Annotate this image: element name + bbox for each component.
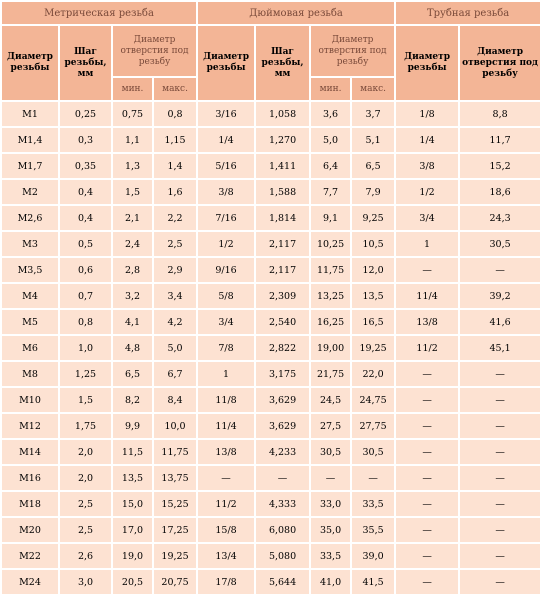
metric-diameter-cell: M22 — [2, 544, 58, 568]
metric-hole-max-cell: 2,2 — [154, 206, 196, 230]
table-row — [2, 492, 540, 516]
inch-pitch-cell: 2,540 — [256, 310, 309, 334]
inch-hole-min-cell: 7,7 — [311, 180, 350, 204]
inch-diameter-cell: 5/16 — [198, 154, 254, 178]
pipe-hole-cell: 45,1 — [460, 336, 540, 360]
metric-pitch-cell: 1,5 — [60, 388, 111, 412]
metric-hole-min-cell: 17,0 — [113, 518, 152, 542]
pipe-diameter-cell: — — [396, 492, 458, 516]
inch-hole-max-cell: 35,5 — [352, 518, 394, 542]
metric-pitch-cell: 1,25 — [60, 362, 111, 386]
inch-hole-max-cell: 39,0 — [352, 544, 394, 568]
inch-hole-min-cell: 9,1 — [311, 206, 350, 230]
pipe-diameter-cell: 11/4 — [396, 284, 458, 308]
pipe-hole-cell: — — [460, 492, 540, 516]
inch-diameter-cell: 11/8 — [198, 388, 254, 412]
inch-diameter-cell: 7/8 — [198, 336, 254, 360]
inch-diameter-cell: 1/4 — [198, 128, 254, 152]
inch-pitch-header: Шаг резьбы, мм — [256, 26, 309, 100]
metric-diameter-cell: M2,6 — [2, 206, 58, 230]
inch-hole-max-cell: 6,5 — [352, 154, 394, 178]
metric-hole-max-cell: 1,6 — [154, 180, 196, 204]
inch-hole-header: Диаметр отверстия под резьбу — [311, 26, 394, 76]
pipe-diameter-cell: 1/2 — [396, 180, 458, 204]
pipe-hole-cell: — — [460, 440, 540, 464]
table-row — [2, 466, 540, 490]
inch-diameter-cell: 1 — [198, 362, 254, 386]
pipe-hole-cell: — — [460, 466, 540, 490]
inch-pitch-cell: 2,822 — [256, 336, 309, 360]
inch-diameter-cell: 7/16 — [198, 206, 254, 230]
inch-diameter-header: Диаметр резьбы — [198, 26, 254, 100]
inch-pitch-cell: 4,233 — [256, 440, 309, 464]
inch-diameter-cell: 11/4 — [198, 414, 254, 438]
inch-group-header: Дюймовая резьба — [198, 2, 394, 24]
pipe-hole-cell: — — [460, 258, 540, 282]
pipe-diameter-cell: 3/8 — [396, 154, 458, 178]
pipe-diameter-header: Диаметр резьбы — [396, 26, 458, 100]
metric-pitch-cell: 2,6 — [60, 544, 111, 568]
metric-pitch-cell: 0,3 — [60, 128, 111, 152]
table-row — [2, 388, 540, 412]
pipe-diameter-cell: — — [396, 362, 458, 386]
metric-group-header: Метрическая резьба — [2, 2, 196, 24]
pipe-hole-cell: 15,2 — [460, 154, 540, 178]
metric-pitch-cell: 0,35 — [60, 154, 111, 178]
metric-hole-min-cell: 0,75 — [113, 102, 152, 126]
inch-pitch-cell: 4,333 — [256, 492, 309, 516]
pipe-hole-cell: — — [460, 388, 540, 412]
metric-diameter-cell: M4 — [2, 284, 58, 308]
inch-hole-max-cell: 10,5 — [352, 232, 394, 256]
inch-pitch-cell: 1,411 — [256, 154, 309, 178]
inch-pitch-cell: 2,309 — [256, 284, 309, 308]
pipe-diameter-cell: — — [396, 570, 458, 594]
inch-diameter-cell: 13/8 — [198, 440, 254, 464]
metric-hole-min-cell: 9,9 — [113, 414, 152, 438]
metric-diameter-cell: M1,7 — [2, 154, 58, 178]
metric-hole-min-cell: 20,5 — [113, 570, 152, 594]
table-row — [2, 206, 540, 230]
metric-pitch-cell: 2,0 — [60, 440, 111, 464]
metric-pitch-cell: 2,5 — [60, 492, 111, 516]
inch-hole-max-cell: 7,9 — [352, 180, 394, 204]
inch-hole-min-cell: 16,25 — [311, 310, 350, 334]
pipe-hole-cell: 18,6 — [460, 180, 540, 204]
metric-hole-max-cell: 3,4 — [154, 284, 196, 308]
metric-min-header: мин. — [113, 78, 152, 100]
inch-hole-min-cell: 11,75 — [311, 258, 350, 282]
inch-hole-max-cell: 22,0 — [352, 362, 394, 386]
inch-hole-max-cell: 16,5 — [352, 310, 394, 334]
pipe-hole-cell: 30,5 — [460, 232, 540, 256]
pipe-diameter-cell: — — [396, 414, 458, 438]
inch-hole-max-cell: — — [352, 466, 394, 490]
metric-hole-max-cell: 1,15 — [154, 128, 196, 152]
metric-hole-max-cell: 19,25 — [154, 544, 196, 568]
inch-hole-min-cell: — — [311, 466, 350, 490]
metric-hole-min-cell: 4,8 — [113, 336, 152, 360]
metric-diameter-cell: M2 — [2, 180, 58, 204]
metric-diameter-cell: M1 — [2, 102, 58, 126]
table-row — [2, 258, 540, 282]
inch-pitch-cell: 3,629 — [256, 414, 309, 438]
table-row — [2, 362, 540, 386]
metric-hole-max-cell: 11,75 — [154, 440, 196, 464]
pipe-group-header: Трубная резьба — [396, 2, 540, 24]
inch-hole-min-cell: 19,00 — [311, 336, 350, 360]
inch-diameter-cell: 3/16 — [198, 102, 254, 126]
inch-diameter-cell: 5/8 — [198, 284, 254, 308]
table-row — [2, 414, 540, 438]
inch-hole-min-cell: 33,5 — [311, 544, 350, 568]
metric-hole-max-cell: 10,0 — [154, 414, 196, 438]
metric-diameter-cell: M10 — [2, 388, 58, 412]
metric-hole-max-cell: 2,9 — [154, 258, 196, 282]
pipe-diameter-cell: — — [396, 544, 458, 568]
inch-hole-max-cell: 12,0 — [352, 258, 394, 282]
metric-diameter-cell: M14 — [2, 440, 58, 464]
metric-diameter-cell: M20 — [2, 518, 58, 542]
metric-diameter-cell: M5 — [2, 310, 58, 334]
table-row — [2, 440, 540, 464]
inch-pitch-cell: 2,117 — [256, 232, 309, 256]
inch-pitch-cell: 1,814 — [256, 206, 309, 230]
inch-diameter-cell: 17/8 — [198, 570, 254, 594]
metric-pitch-cell: 3,0 — [60, 570, 111, 594]
inch-diameter-cell: 13/4 — [198, 544, 254, 568]
pipe-hole-cell: 39,2 — [460, 284, 540, 308]
metric-diameter-header: Диаметр резьбы — [2, 26, 58, 100]
inch-max-header: макс. — [352, 78, 394, 100]
metric-hole-max-cell: 8,4 — [154, 388, 196, 412]
table-row — [2, 232, 540, 256]
inch-diameter-cell: 9/16 — [198, 258, 254, 282]
metric-diameter-cell: M6 — [2, 336, 58, 360]
inch-hole-max-cell: 19,25 — [352, 336, 394, 360]
pipe-hole-cell: 24,3 — [460, 206, 540, 230]
inch-pitch-cell: 5,080 — [256, 544, 309, 568]
pipe-diameter-cell: 13/8 — [396, 310, 458, 334]
table-row — [2, 570, 540, 594]
metric-hole-max-cell: 17,25 — [154, 518, 196, 542]
metric-hole-min-cell: 11,5 — [113, 440, 152, 464]
inch-pitch-cell: — — [256, 466, 309, 490]
table-row — [2, 310, 540, 334]
inch-hole-max-cell: 13,5 — [352, 284, 394, 308]
metric-hole-min-cell: 4,1 — [113, 310, 152, 334]
pipe-hole-cell: — — [460, 414, 540, 438]
inch-hole-max-cell: 9,25 — [352, 206, 394, 230]
metric-pitch-cell: 0,7 — [60, 284, 111, 308]
metric-hole-min-cell: 1,5 — [113, 180, 152, 204]
metric-diameter-cell: M12 — [2, 414, 58, 438]
inch-diameter-cell: 3/8 — [198, 180, 254, 204]
metric-max-header: макс. — [154, 78, 196, 100]
inch-hole-min-cell: 30,5 — [311, 440, 350, 464]
pipe-hole-cell: — — [460, 570, 540, 594]
metric-hole-max-cell: 0,8 — [154, 102, 196, 126]
inch-diameter-cell: — — [198, 466, 254, 490]
metric-hole-min-cell: 2,1 — [113, 206, 152, 230]
inch-pitch-cell: 3,175 — [256, 362, 309, 386]
inch-hole-min-cell: 13,25 — [311, 284, 350, 308]
metric-hole-min-cell: 1,1 — [113, 128, 152, 152]
inch-hole-min-cell: 5,0 — [311, 128, 350, 152]
inch-hole-max-cell: 30,5 — [352, 440, 394, 464]
pipe-hole-cell: 41,6 — [460, 310, 540, 334]
table-row — [2, 336, 540, 360]
metric-pitch-cell: 2,0 — [60, 466, 111, 490]
table-row — [2, 154, 540, 178]
metric-hole-min-cell: 15,0 — [113, 492, 152, 516]
inch-min-header: мин. — [311, 78, 350, 100]
inch-hole-min-cell: 10,25 — [311, 232, 350, 256]
metric-hole-min-cell: 1,3 — [113, 154, 152, 178]
metric-diameter-cell: M16 — [2, 466, 58, 490]
pipe-diameter-cell: — — [396, 388, 458, 412]
table-row — [2, 544, 540, 568]
metric-hole-max-cell: 4,2 — [154, 310, 196, 334]
inch-hole-max-cell: 33,5 — [352, 492, 394, 516]
inch-hole-min-cell: 6,4 — [311, 154, 350, 178]
metric-diameter-cell: M3,5 — [2, 258, 58, 282]
metric-pitch-cell: 0,6 — [60, 258, 111, 282]
table-row — [2, 284, 540, 308]
metric-pitch-cell: 0,5 — [60, 232, 111, 256]
pipe-hole-cell: — — [460, 544, 540, 568]
metric-pitch-header: Шаг резьбы, мм — [60, 26, 111, 100]
table-row — [2, 102, 540, 126]
inch-hole-min-cell: 3,6 — [311, 102, 350, 126]
metric-pitch-cell: 0,4 — [60, 180, 111, 204]
pipe-hole-cell: — — [460, 362, 540, 386]
inch-hole-min-cell: 35,0 — [311, 518, 350, 542]
metric-hole-max-cell: 13,75 — [154, 466, 196, 490]
inch-hole-max-cell: 5,1 — [352, 128, 394, 152]
metric-pitch-cell: 0,4 — [60, 206, 111, 230]
inch-hole-min-cell: 41,0 — [311, 570, 350, 594]
inch-pitch-cell: 3,629 — [256, 388, 309, 412]
inch-pitch-cell: 5,644 — [256, 570, 309, 594]
pipe-hole-cell: 8,8 — [460, 102, 540, 126]
inch-hole-min-cell: 21,75 — [311, 362, 350, 386]
pipe-diameter-cell: 1/4 — [396, 128, 458, 152]
metric-pitch-cell: 0,25 — [60, 102, 111, 126]
metric-hole-min-cell: 6,5 — [113, 362, 152, 386]
metric-hole-header: Диаметр отверстия под резьбу — [113, 26, 196, 76]
metric-pitch-cell: 2,5 — [60, 518, 111, 542]
metric-diameter-cell: M18 — [2, 492, 58, 516]
metric-diameter-cell: M24 — [2, 570, 58, 594]
pipe-diameter-cell: — — [396, 258, 458, 282]
metric-hole-max-cell: 20,75 — [154, 570, 196, 594]
metric-diameter-cell: M8 — [2, 362, 58, 386]
inch-hole-max-cell: 24,75 — [352, 388, 394, 412]
metric-hole-min-cell: 2,8 — [113, 258, 152, 282]
metric-hole-min-cell: 19,0 — [113, 544, 152, 568]
table-row — [2, 180, 540, 204]
metric-hole-max-cell: 6,7 — [154, 362, 196, 386]
metric-pitch-cell: 0,8 — [60, 310, 111, 334]
pipe-diameter-cell: 1 — [396, 232, 458, 256]
inch-pitch-cell: 1,270 — [256, 128, 309, 152]
table-row — [2, 128, 540, 152]
pipe-hole-cell: — — [460, 518, 540, 542]
metric-diameter-cell: M1,4 — [2, 128, 58, 152]
inch-hole-max-cell: 3,7 — [352, 102, 394, 126]
metric-hole-max-cell: 1,4 — [154, 154, 196, 178]
metric-hole-min-cell: 13,5 — [113, 466, 152, 490]
metric-hole-min-cell: 2,4 — [113, 232, 152, 256]
pipe-diameter-cell: 3/4 — [396, 206, 458, 230]
inch-hole-min-cell: 33,0 — [311, 492, 350, 516]
metric-diameter-cell: M3 — [2, 232, 58, 256]
inch-pitch-cell: 6,080 — [256, 518, 309, 542]
pipe-diameter-cell: — — [396, 466, 458, 490]
inch-pitch-cell: 2,117 — [256, 258, 309, 282]
metric-pitch-cell: 1,0 — [60, 336, 111, 360]
table-row — [2, 518, 540, 542]
inch-hole-min-cell: 24,5 — [311, 388, 350, 412]
pipe-diameter-cell: 1/8 — [396, 102, 458, 126]
pipe-hole-cell: 11,7 — [460, 128, 540, 152]
inch-pitch-cell: 1,588 — [256, 180, 309, 204]
table-body — [2, 102, 540, 594]
inch-pitch-cell: 1,058 — [256, 102, 309, 126]
inch-hole-min-cell: 27,5 — [311, 414, 350, 438]
inch-diameter-cell: 11/2 — [198, 492, 254, 516]
metric-pitch-cell: 1,75 — [60, 414, 111, 438]
metric-hole-min-cell: 8,2 — [113, 388, 152, 412]
inch-diameter-cell: 15/8 — [198, 518, 254, 542]
inch-diameter-cell: 1/2 — [198, 232, 254, 256]
inch-hole-max-cell: 27,75 — [352, 414, 394, 438]
inch-hole-max-cell: 41,5 — [352, 570, 394, 594]
pipe-diameter-cell: — — [396, 440, 458, 464]
pipe-hole-header: Диаметр отверстия под резьбу — [460, 26, 540, 100]
inch-diameter-cell: 3/4 — [198, 310, 254, 334]
metric-hole-min-cell: 3,2 — [113, 284, 152, 308]
pipe-diameter-cell: — — [396, 518, 458, 542]
metric-hole-max-cell: 15,25 — [154, 492, 196, 516]
pipe-diameter-cell: 11/2 — [396, 336, 458, 360]
metric-hole-max-cell: 2,5 — [154, 232, 196, 256]
metric-hole-max-cell: 5,0 — [154, 336, 196, 360]
